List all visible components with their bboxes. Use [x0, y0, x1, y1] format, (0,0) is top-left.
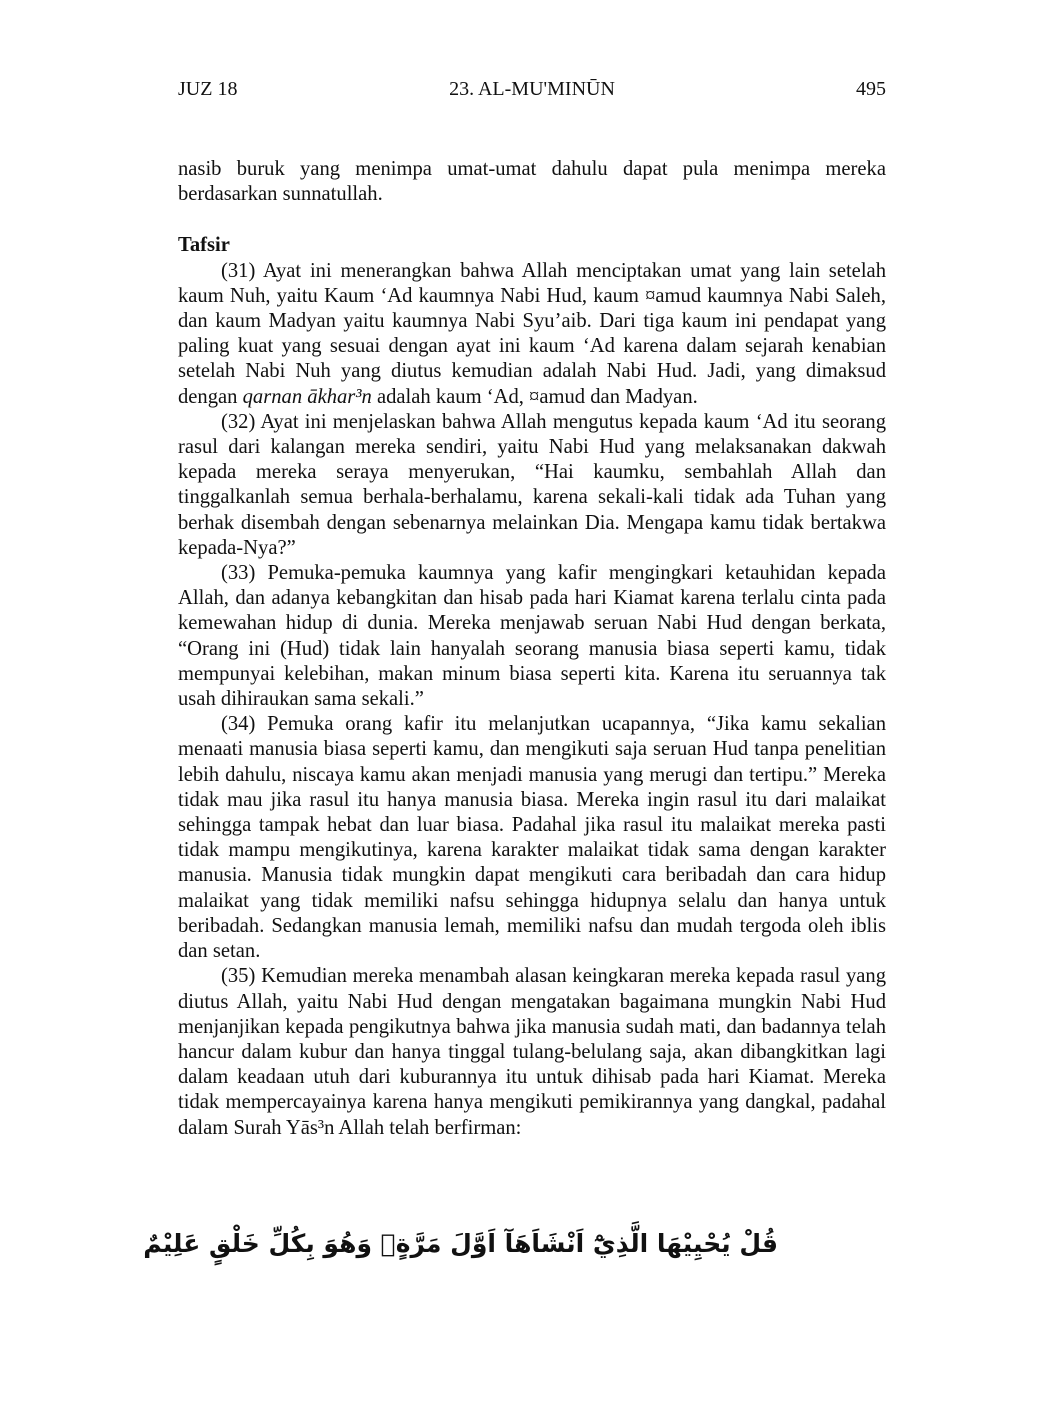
paragraph-33: (33) Pemuka-pemuka kaumnya yang kafir mengingkari ketauhidan kepada Allah, dan adanya kebangkitan dan hisab pada hari Kiamat karena terlalu cinta pada kemewahan hidup di dunia. Mereka menjawab seruan Nabi Hud dengan berkata, “Orang ini (Hud) tidak lain hanyalah seorang manusia biasa seperti kamu, tidak mempunyai kelebihan, makan minum biasa seperti kita. Karena itu seruannya tak usah dihiraukan sama sekali.” [178, 562, 886, 711]
surah-title: 23. AL-MU'MINŪN [449, 78, 615, 100]
arabic-verse: قُلْ يُحْيِيْهَا الَّذِيْٓ اَنْشَاَهَآ اَوَّلَ مَرَّةٍۗ وَهُوَ بِكُلِّ خَلْقٍ عَلِيْمٌ [143, 1229, 778, 1258]
page-header [178, 76, 886, 102]
paragraph-32: (32) Ayat ini menjelaskan bahwa Allah mengutus kepada kaum ‘Ad itu seorang rasul dari kalangan mereka sendiri, yaitu Nabi Hud yang melaksanakan dakwah kepada mereka seraya menyerukan, “Hai kaumku, sembahlah Allah dan tinggalkanlah semua berhala-berhalamu, karena sekali-kali tidak ada Tuhan yang berhak disembah dengan sebenarnya melainkan Dia. Mengapa kamu tidak bertakwa kepada-Nya?” [178, 410, 886, 559]
paragraph-35: (35) Kemudian mereka menambah alasan keingkaran mereka kepada rasul yang diutus Allah, yaitu Nabi Hud dengan mengatakan bagaimana mungkin Nabi Hud menjanjikan kepada pengikutnya bahwa jika manusia sudah mati, dan badannya telah hancur dalam kubur dan hanya tinggal tulang-belulang saja, akan dibangkitkan lagi dalam keadaan utuh dari kuburannya itu untuk dihisab pada hari Kiamat. Mereka tidak mempercayainya karena hanya mengikuti pemikirannya yang dangkal, padahal dalam Surah Yās³n Allah telah berfirman: [178, 965, 886, 1139]
section-heading: Tafsir [178, 234, 230, 257]
paragraph-31-text-b: adalah kaum ‘Ad, ¤amud dan Madyan. [371, 385, 698, 408]
paragraph-31-text-a: (31) Ayat ini menerangkan bahwa Allah menciptakan umat yang lain setelah kaum Nuh, yaitu Kaum ‘Ad kaumnya Nabi Hud, kaum ¤amud kaumnya Nabi Saleh, dan kaum Madyan yaitu kaumnya Nabi Syu’aib. Dari tiga kaum ini pendapat yang paling kuat yang sesuai dengan ayat ini kaum ‘Ad karena dalam sejarah kenabian setelah Nabi Nuh yang diutus kemudian adalah Nabi Hud. Jadi, yang dimaksud dengan [178, 259, 886, 408]
arabic-term: qarnan ākhar³n [242, 385, 372, 408]
juz-label: JUZ 18 [178, 78, 238, 100]
paragraph-34: (34) Pemuka orang kafir itu melanjutkan ucapannya, “Jika kamu sekalian menaati manusia biasa seperti kamu, dan mengikuti saja seruan Hud tanpa penelitian lebih dahulu, niscaya kamu akan menjadi manusia yang merugi dan tertipu.” Mereka tidak mau jika rasul itu hanya manusia biasa. Mereka ingin rasul itu dari malaikat sehingga tampak hebat dan luar biasa. Padahal jika rasul itu malaikat mereka pasti tidak mampu mengikutinya, karena karakter malaikat tidak sama dengan karakter manusia. Manusia tidak mungkin dapat mengikuti cara beribadah dan cara hidup malaikat yang tidak memiliki nafsu sehingga hidupnya selalu dan hanya untuk beribadah. Sedangkan manusia lemah, memiliki nafsu dan mudah tergoda oleh iblis dan setan. [178, 713, 886, 963]
intro-paragraph: nasib buruk yang menimpa umat-umat dahulu dapat pula menimpa mereka berdasarkan sunnatullah. [178, 158, 886, 206]
paragraph-31 [178, 259, 886, 410]
page-number: 495 [856, 78, 886, 100]
page-body [178, 157, 886, 1141]
